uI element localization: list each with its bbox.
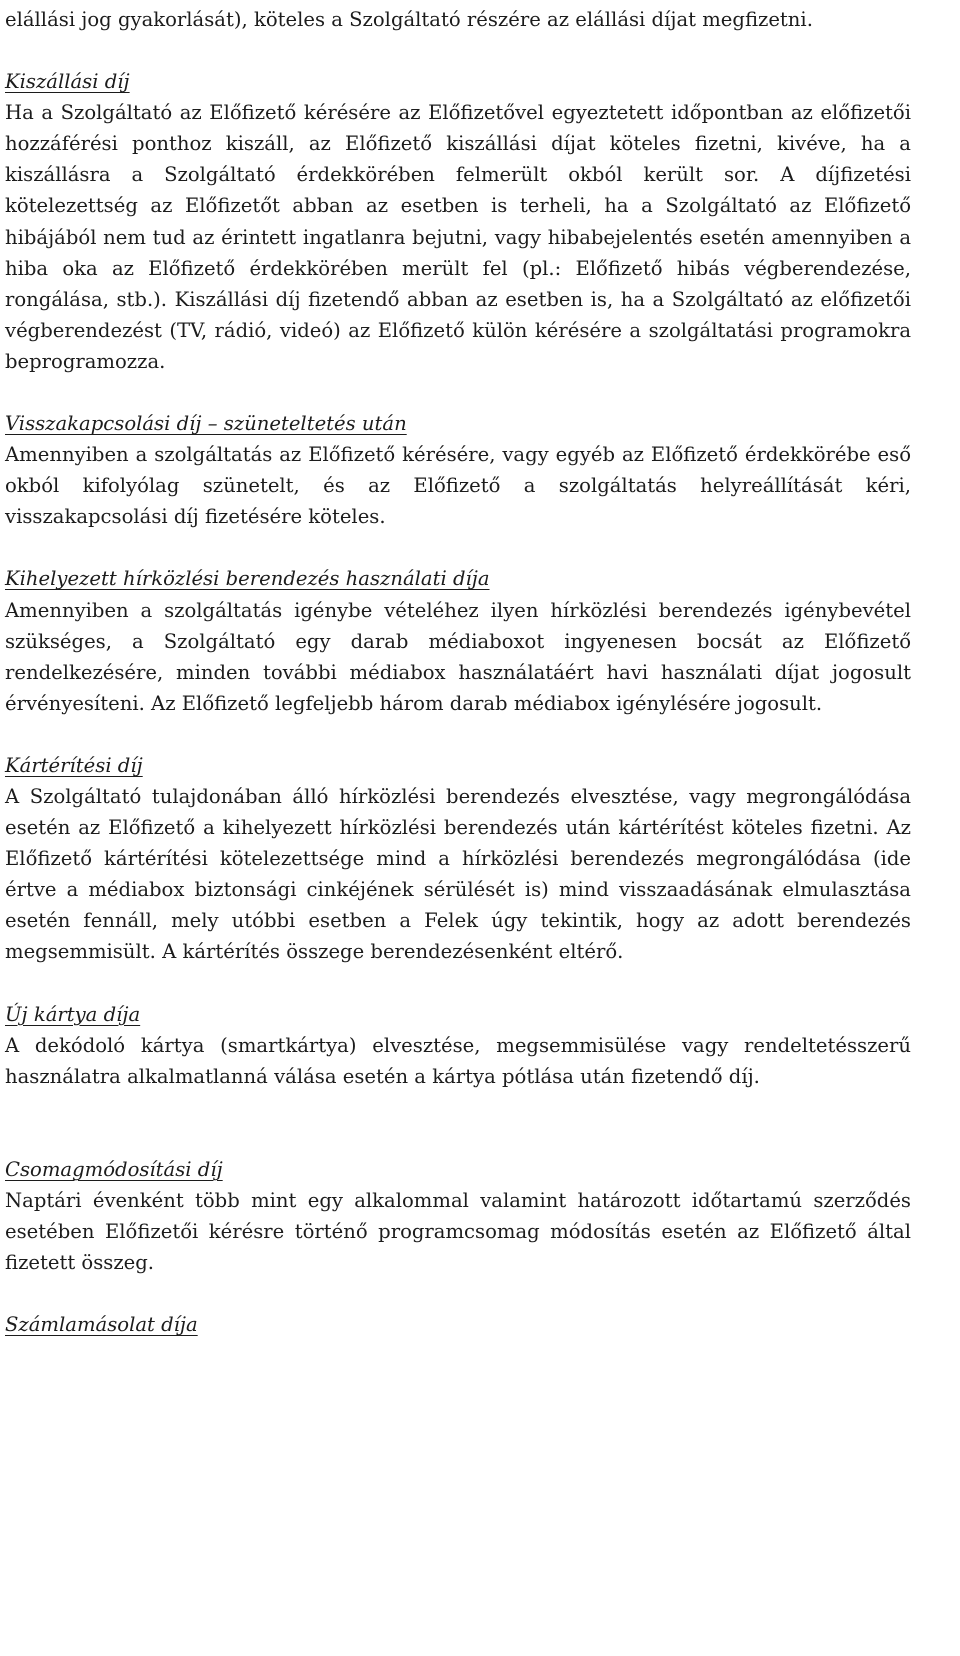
section-heading: Visszakapcsolási díj – szüneteltetés után: [5, 412, 407, 436]
section-kiszallasi-dij: [5, 66, 911, 377]
section-csomagmodositasi-dij: [5, 1154, 911, 1278]
section-elallasi-continuation: [5, 4, 911, 35]
section-uj-kartya-dija: [5, 999, 911, 1092]
section-heading: Kártérítési díj: [5, 753, 143, 777]
section-karteritesi-dij: [5, 750, 911, 968]
section-szamlamasolat-dija: [5, 1309, 911, 1340]
section-body: elállási jog gyakorlását), köteles a Szolgáltató részére az elállási díjat megfizetni.: [5, 8, 813, 31]
section-visszakapcsolasi-dij: [5, 408, 911, 532]
section-heading: Kiszállási díj: [5, 70, 130, 94]
section-body: A Szolgáltató tulajdonában álló hírközlési berendezés elvesztése, vagy megrongálódása esetén az Előfizető a kihelyezett hírközlési berendezés után kártérítést köteles fizetni. Az Előfizető kártérítési kötelezettsége mind a hírközlési berendezés megrongálódása (ide értve a médiabox biztonsági cinkéjének sérülését is) mind visszaadásának elmulasztása esetén fennáll, mely utóbbi esetben a Felek úgy tekintik, hogy az adott berendezés megsemmisült. A kártérítés összege berendezésenként eltérő.: [5, 784, 911, 964]
section-body: Naptári évenként több mint egy alkalommal valamint határozott időtartamú szerződés esetében Előfizetői kérésre történő programcsomag módosítás esetén az Előfizető által fizetett összeg.: [5, 1188, 911, 1275]
document-page: [5, 4, 911, 1340]
section-heading: Kihelyezett hírközlési berendezés használati díja: [5, 567, 490, 591]
section-body: Amennyiben a szolgáltatás igénybe vételéhez ilyen hírközlési berendezés igénybevétel szükséges, a Szolgáltató egy darab médiaboxot ingyenesen bocsát az Előfizető rendelkezésére, minden további médiabox használatáért havi használati díjat jogosult érvényesíteni. Az Előfizető legfeljebb három darab médiabox igénylésére jogosult.: [5, 598, 911, 715]
section-hasznalati-dij: [5, 563, 911, 718]
section-body: Ha a Szolgáltató az Előfizető kérésére az Előfizetővel egyeztetett időpontban az előfizetői hozzáférési ponthoz kiszáll, az Előfizető kiszállási díjat köteles fizetni, kivéve, ha a kiszállásra a Szolgáltató érdekkörében felmerült okból került sor. A díjfizetési kötelezettség az Előfizetőt abban az esetben is terheli, ha a Szolgáltató az Előfizető hibájából nem tud az érintett ingatlanra bejutni, vagy hibabejelentés esetén amennyiben a hiba oka az Előfizető érdekkörében merült fel (pl.: Előfizető hibás végberendezése, rongálása, stb.). Kiszállási díj fizetendő abban az esetben is, ha a Szolgáltató az előfizetői végberendezést (TV, rádió, videó) az Előfizető külön kérésére a szolgáltatási programokra beprogramozza.: [5, 101, 911, 373]
section-heading: Csomagmódosítási díj: [5, 1157, 223, 1181]
section-body: A dekódoló kártya (smartkártya) elvesztése, megsemmisülése vagy rendeltetésszerű használatra alkalmatlanná válása esetén a kártya pótlása után fizetendő díj.: [5, 1033, 911, 1088]
section-heading: Számlamásolat díja: [5, 1313, 198, 1337]
section-body: Amennyiben a szolgáltatás az Előfizető kérésére, vagy egyéb az Előfizető érdekkörébe eső okból kifolyólag szünetelt, és az Előfizető a szolgáltatás helyreállítását kéri, visszakapcsolási díj fizetésére köteles.: [5, 443, 911, 529]
section-heading: Új kártya díja: [5, 1002, 141, 1026]
